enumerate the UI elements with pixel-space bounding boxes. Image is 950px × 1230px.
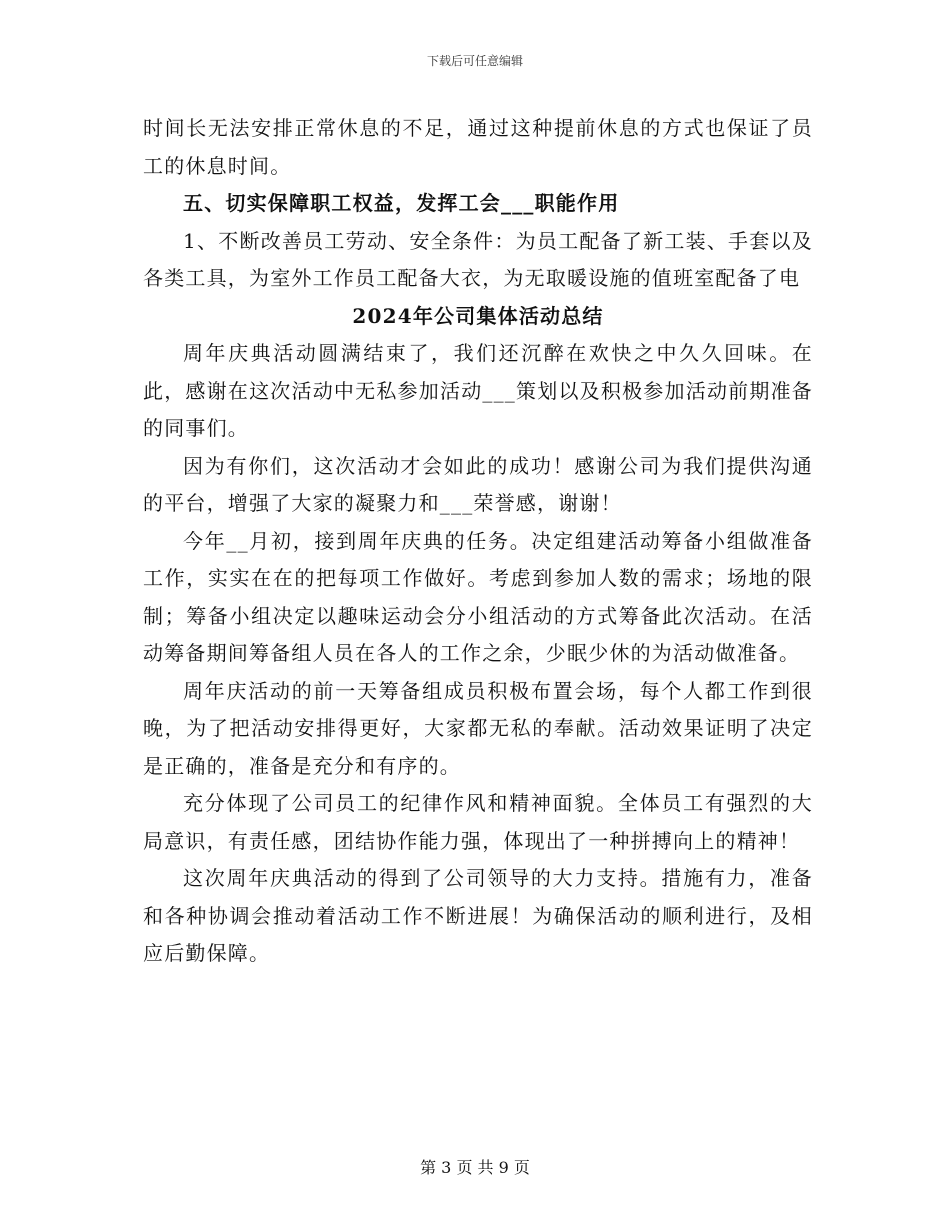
paragraph: 充分体现了公司员工的纪律作风和精神面貌。全体员工有强烈的大局意识，有责任感，团结协作能力强，体现出了一种拼搏向上的精神！	[143, 791, 813, 853]
paragraph: 今年__月初，接到周年庆典的任务。决定组建活动筹备小组做准备工作，实实在在的把每项工作做好。考虑到参加人数的需求；场地的限制；筹备小组决定以趣味运动会分小组活动的方式筹备此次活动。在活动筹备期间筹备组人员在各人的工作之余，少眠少休的为活动做准备。	[143, 528, 813, 665]
paragraph: 1、不断改善员工劳动、安全条件：为员工配备了新工装、手套以及各类工具，为室外工作员工配备大衣，为无取暖设施的值班室配备了电	[143, 228, 813, 290]
paragraph: 因为有你们，这次活动才会如此的成功！感谢公司为我们提供沟通的平台，增强了大家的凝聚力和___荣誉感，谢谢！	[143, 453, 813, 515]
paragraph: 周年庆活动的前一天筹备组成员积极布置会场，每个人都工作到很晚，为了把活动安排得更好，大家都无私的奉献。活动效果证明了决定是正确的，准备是充分和有序的。	[143, 678, 813, 778]
document-title: 2024年公司集体活动总结	[352, 303, 604, 328]
page-footer: 第 3 页 共 9 页	[420, 1158, 530, 1177]
document-body	[143, 110, 813, 973]
section-heading: 五、切实保障职工权益，发挥工会___职能作用	[183, 191, 620, 215]
paragraph: 这次周年庆典活动的得到了公司领导的大力支持。措施有力，准备和各种协调会推动着活动工作不断进展！为确保活动的顺利进行，及相应后勤保障。	[143, 866, 813, 965]
paragraph: 周年庆典活动圆满结束了，我们还沉醉在欢快之中久久回味。在此，感谢在这次活动中无私参加活动___策划以及积极参加活动前期准备的同事们。	[143, 341, 813, 440]
paragraph-continued: 时间长无法安排正常休息的不足，通过这种提前休息的方式也保证了员工的休息时间。	[143, 116, 813, 178]
header-note: 下载后可任意编辑	[426, 54, 523, 68]
